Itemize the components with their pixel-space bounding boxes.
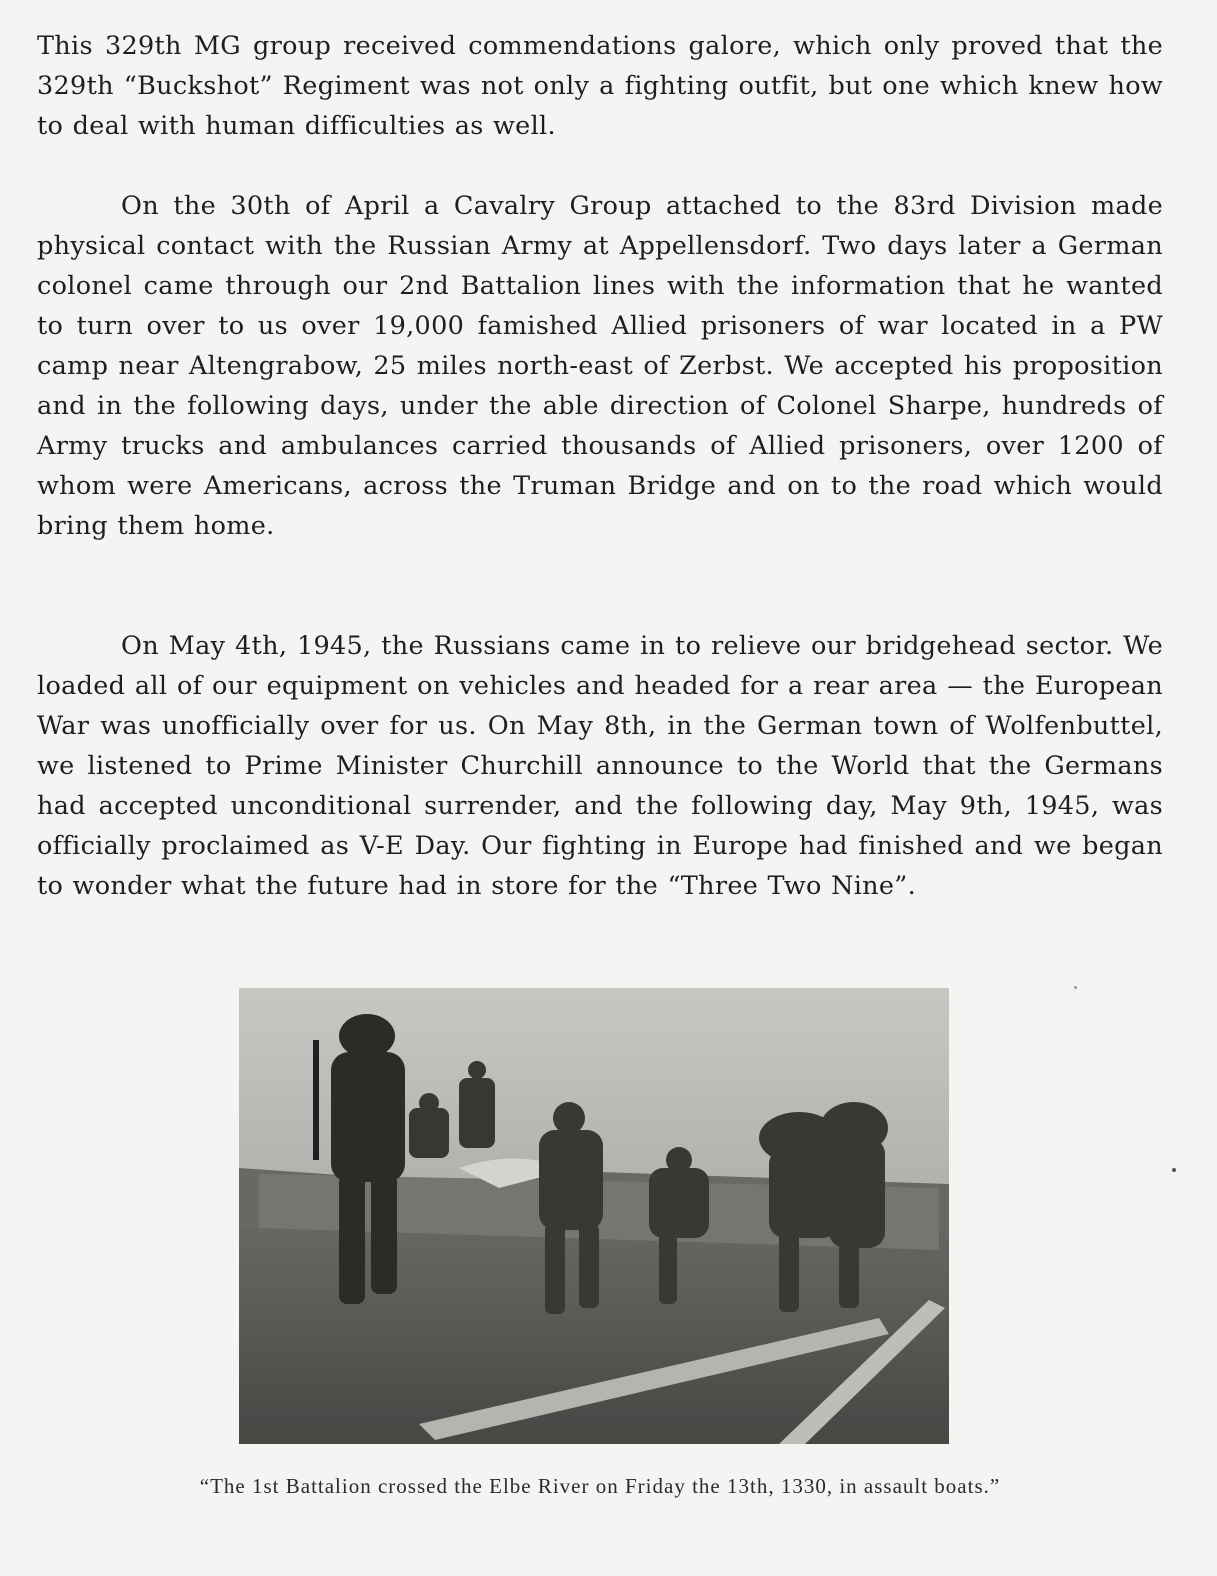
paper-speck: [1074, 986, 1077, 989]
paragraph-allied-prisoners: On the 30th of April a Cavalry Group attached to the 83rd Division made physical contact with the Russian Army at Appellensdorf. Two days later a German colonel came through our 2nd Battalion lines with the information that he wanted to turn over to us over 19,000 famished Allied prisoners of war located in a PW camp near Altengrabow, 25 miles north-east of Zerbst. We accepted his proposition and in the following days, under the able direction of Colonel Sharpe, hundreds of Army trucks and ambulances carried thousands of Allied prisoners, over 1200 of whom were Americans, across the Truman Bridge and on to the road which would bring them home.: [37, 191, 1163, 541]
paper-speck: [1172, 1168, 1176, 1172]
photo-elbe-crossing: [239, 988, 949, 1444]
paragraph-ve-day: On May 4th, 1945, the Russians came in to relieve our bridgehead sector. We loaded all of our equipment on vehicles and headed for a rear area — the European War was unofficially over for us. On May 8th, in the German town of Wolfenbuttel, we listened to Prime Minister Churchill announce to the World that the Germans had accepted unconditional surrender, and the following day, May 9th, 1945, was officially proclaimed as V-E Day. Our fighting in Europe had finished and we began to wonder what the future had in store for the “Three Two Nine”.: [37, 631, 1163, 901]
paragraph-commendations: This 329th MG group received commendations galore, which only proved that the 329th “Buckshot” Regiment was not only a fighting outfit, but one which knew how to deal with human difficulties as well.: [37, 31, 1163, 141]
photo-caption: “The 1st Battalion crossed the Elbe River on Friday the 13th, 1330, in assault boats.”: [199, 1474, 1001, 1498]
